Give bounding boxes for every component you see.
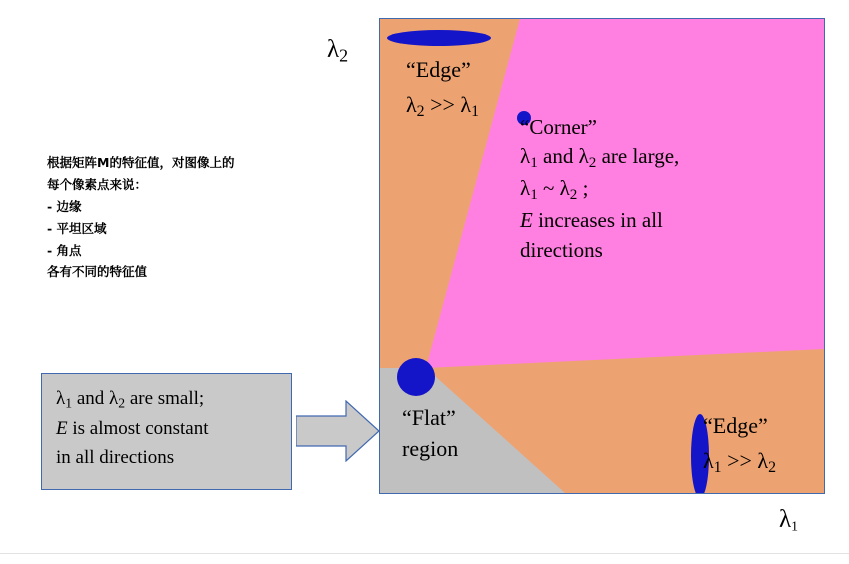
callout-text	[56, 384, 284, 472]
eigenvalue-diagram	[379, 18, 825, 494]
label-corner-line-4: directions	[520, 237, 603, 262]
label-edge-top	[406, 55, 479, 123]
note-line-6: 各有不同的特征值	[47, 264, 148, 280]
label-corner-line-2: $\lambda_1$ ~ $\lambda_2$ ;	[520, 176, 589, 204]
label-corner-title: “Corner”	[520, 115, 597, 139]
note-line-4: - 平坦区域	[47, 220, 107, 236]
label-corner	[520, 113, 770, 265]
flat-circle	[397, 358, 435, 396]
callout-line-1: $\lambda_1$ and $\lambda_2$ are small;	[56, 388, 205, 411]
label-flat-line-2: region	[402, 435, 459, 461]
note-line-5: - 角点	[47, 242, 82, 258]
callout-line-2: E is almost constant	[56, 417, 209, 439]
chinese-notes	[47, 152, 317, 283]
label-edge-right-title: “Edge”	[703, 413, 768, 438]
label-edge-right-cond: $\lambda_1 >> \lambda_2$	[703, 447, 776, 476]
label-edge-top-title: “Edge”	[406, 57, 471, 82]
label-flat	[402, 403, 458, 465]
note-line-3: - 边缘	[47, 198, 82, 214]
label-corner-line-1: $\lambda_1$ and $\lambda_2$ are large,	[520, 144, 680, 172]
note-line-1: 根据矩阵M的特征值，对图像上的	[47, 155, 235, 170]
flat-region-callout	[41, 373, 292, 490]
label-flat-line-1: “Flat”	[402, 405, 456, 430]
callout-line-3: in all directions	[56, 447, 175, 469]
x-axis-label: $\lambda_1$	[779, 506, 798, 534]
label-edge-right	[703, 411, 776, 479]
arrow-right-icon	[296, 400, 380, 462]
label-edge-top-cond: $\lambda_2 >> \lambda_1$	[406, 91, 479, 120]
edge-ellipse-horizontal	[387, 30, 491, 46]
label-corner-line-3: E increases in all	[520, 208, 663, 233]
y-axis-label: $\lambda_2$	[327, 36, 349, 66]
note-line-2: 每个像素点来说：	[47, 176, 148, 192]
bottom-divider	[0, 553, 849, 554]
